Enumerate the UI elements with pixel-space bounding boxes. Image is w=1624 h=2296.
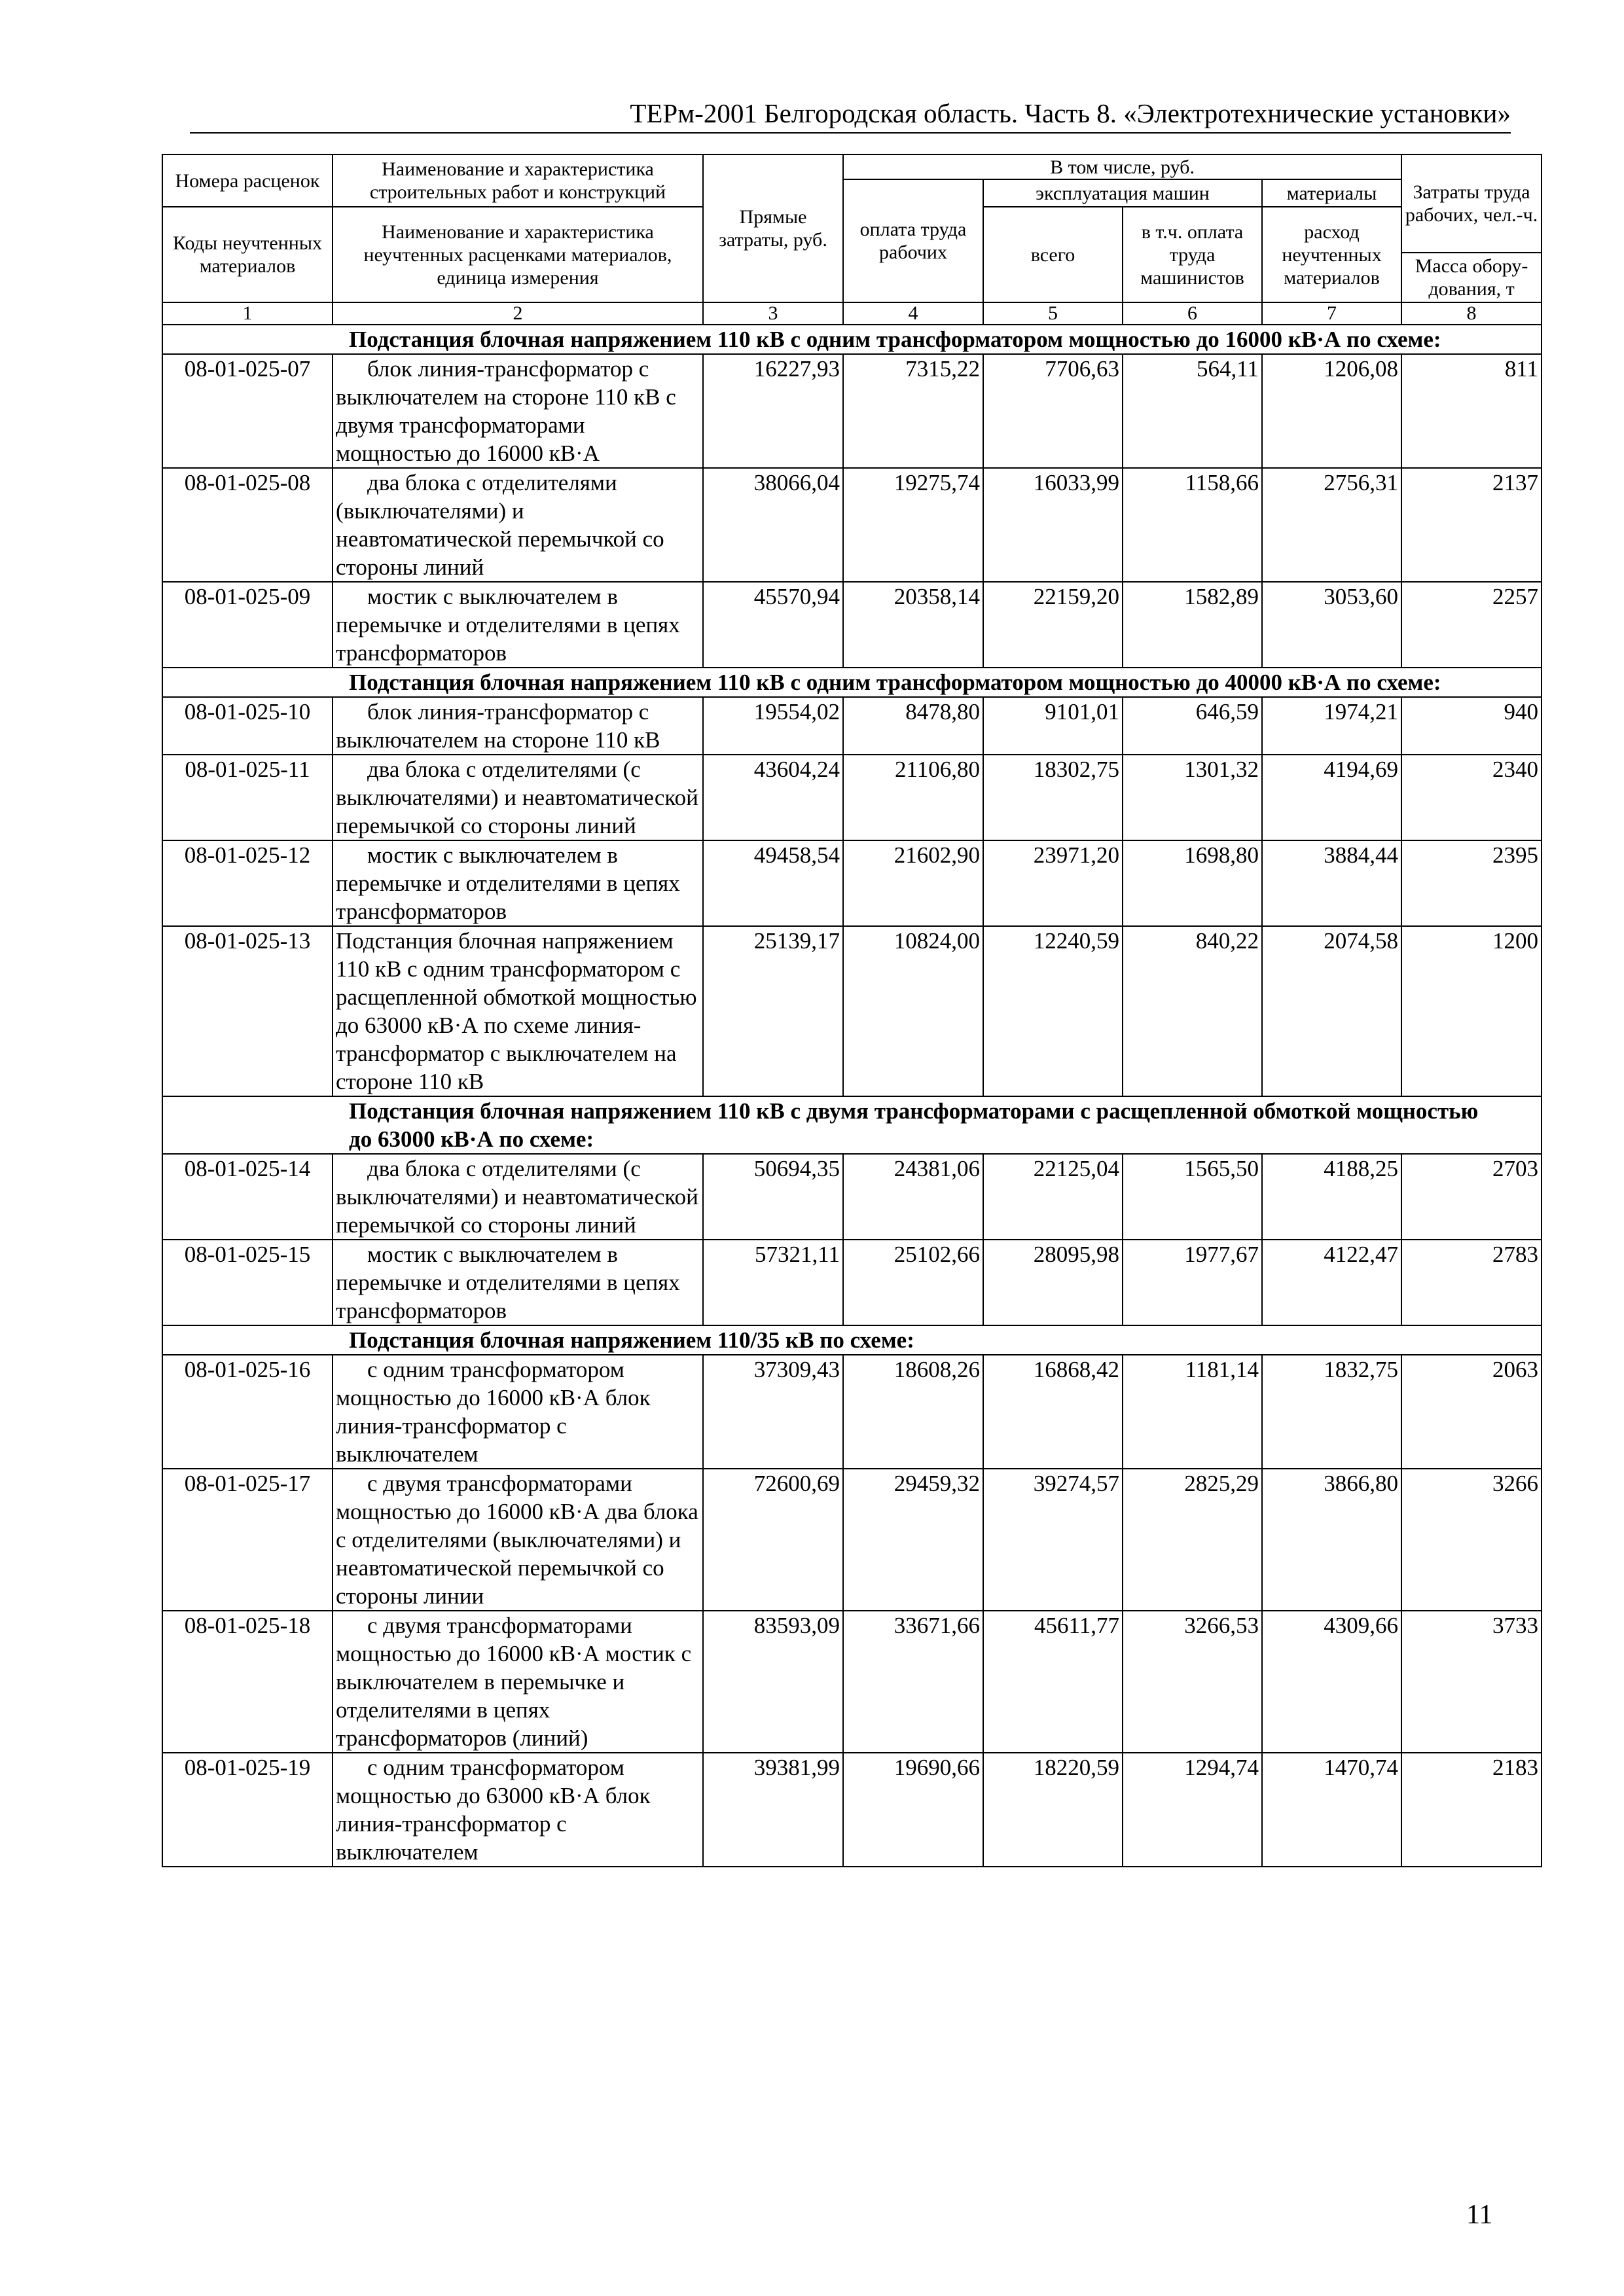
running-header: ТЕРм-2001 Белгородская область. Часть 8. «Электротехнические установки» <box>190 97 1511 134</box>
machines-cost: 9101,01 <box>983 697 1123 755</box>
materials-cost: 4309,66 <box>1262 1611 1401 1753</box>
work-description <box>333 1154 703 1240</box>
operators-cost: 1301,32 <box>1123 755 1262 840</box>
col4-header: оплата труда рабочих <box>843 179 983 302</box>
machines-cost: 7706,63 <box>983 354 1123 468</box>
rates-table <box>162 154 1542 1867</box>
direct-cost: 83593,09 <box>703 1611 843 1753</box>
machines-cost: 28095,98 <box>983 1240 1123 1325</box>
rate-code: 08-01-025-18 <box>162 1611 333 1753</box>
table-row <box>162 1753 1542 1867</box>
labor-cost: 20358,14 <box>843 582 983 668</box>
direct-cost: 50694,35 <box>703 1154 843 1240</box>
col2-bottom-header: Наименование и характеристика неучтенных расценками материалов, единица измерения <box>333 207 703 302</box>
direct-cost: 38066,04 <box>703 468 843 582</box>
machines-cost: 39274,57 <box>983 1469 1123 1611</box>
direct-cost: 16227,93 <box>703 354 843 468</box>
machines-cost: 16033,99 <box>983 468 1123 582</box>
table-row <box>162 1240 1542 1325</box>
column-number: 8 <box>1401 302 1542 325</box>
direct-cost: 49458,54 <box>703 840 843 926</box>
operators-cost: 1582,89 <box>1123 582 1262 668</box>
materials-cost: 2074,58 <box>1262 926 1401 1096</box>
machines-cost: 22159,20 <box>983 582 1123 668</box>
direct-cost: 37309,43 <box>703 1355 843 1469</box>
col1-bottom-header: Коды неучтенных материалов <box>162 207 333 302</box>
direct-cost: 72600,69 <box>703 1469 843 1611</box>
work-description-text: с одним трансформатором мощностью до 63000 кВ·А блок линия-трансформатор с выключателем <box>336 1755 651 1865</box>
section-row <box>162 1325 1542 1355</box>
rate-code: 08-01-025-07 <box>162 354 333 468</box>
machines-cost: 18302,75 <box>983 755 1123 840</box>
labor-cost: 18608,26 <box>843 1355 983 1469</box>
materials-cost: 3884,44 <box>1262 840 1401 926</box>
section-row <box>162 668 1542 697</box>
rate-code: 08-01-025-19 <box>162 1753 333 1867</box>
work-description <box>333 1611 703 1753</box>
table-row <box>162 468 1542 582</box>
work-description-text: мостик с выключателем в перемычке и отделителями в цепях трансформаторов <box>336 842 680 924</box>
machines-group-header: эксплуатация машин <box>983 179 1262 207</box>
rate-code: 08-01-025-11 <box>162 755 333 840</box>
table-row <box>162 755 1542 840</box>
operators-cost: 564,11 <box>1123 354 1262 468</box>
col7-header: расход неучтенных материалов <box>1262 207 1401 302</box>
labor-hours: 2063 <box>1401 1355 1542 1469</box>
operators-cost: 1977,67 <box>1123 1240 1262 1325</box>
labor-hours: 2783 <box>1401 1240 1542 1325</box>
rate-code: 08-01-025-13 <box>162 926 333 1096</box>
table-header <box>162 154 1542 325</box>
labor-hours: 2137 <box>1401 468 1542 582</box>
col3-header: Прямые затраты, руб. <box>703 154 843 302</box>
direct-cost: 57321,11 <box>703 1240 843 1325</box>
direct-cost: 43604,24 <box>703 755 843 840</box>
labor-hours: 2257 <box>1401 582 1542 668</box>
group-included-header: В том числе, руб. <box>843 154 1401 179</box>
labor-cost: 21106,80 <box>843 755 983 840</box>
labor-cost: 8478,80 <box>843 697 983 755</box>
labor-cost: 33671,66 <box>843 1611 983 1753</box>
machines-cost: 16868,42 <box>983 1355 1123 1469</box>
work-description <box>333 1355 703 1469</box>
work-description-text: мостик с выключателем в перемычке и отделителями в цепях трансформаторов <box>336 584 680 666</box>
operators-cost: 840,22 <box>1123 926 1262 1096</box>
operators-cost: 1565,50 <box>1123 1154 1262 1240</box>
page-number: 11 <box>1466 2200 1493 2230</box>
materials-cost: 1470,74 <box>1262 1753 1401 1867</box>
work-description <box>333 468 703 582</box>
rate-code: 08-01-025-12 <box>162 840 333 926</box>
materials-cost: 3053,60 <box>1262 582 1401 668</box>
work-description-text: два блока с отделителями (с выключателями) и неавтоматической перемычкой со стороны линий <box>336 757 698 838</box>
labor-hours: 3733 <box>1401 1611 1542 1753</box>
operators-cost: 646,59 <box>1123 697 1262 755</box>
table-row <box>162 1355 1542 1469</box>
labor-hours: 811 <box>1401 354 1542 468</box>
rate-code: 08-01-025-14 <box>162 1154 333 1240</box>
direct-cost: 39381,99 <box>703 1753 843 1867</box>
machines-cost: 22125,04 <box>983 1154 1123 1240</box>
work-description <box>333 1469 703 1611</box>
materials-cost: 4122,47 <box>1262 1240 1401 1325</box>
operators-cost: 1294,74 <box>1123 1753 1262 1867</box>
column-number: 7 <box>1262 302 1401 325</box>
rate-code: 08-01-025-09 <box>162 582 333 668</box>
machines-cost: 18220,59 <box>983 1753 1123 1867</box>
work-description-text: с двумя трансформаторами мощностью до 16000 кВ·А два блока с отделителями (выключателями) и неавтоматической перемычкой со стороны линии <box>336 1471 698 1609</box>
section-row <box>162 1096 1542 1154</box>
labor-cost: 19690,66 <box>843 1753 983 1867</box>
materials-cost: 3866,80 <box>1262 1469 1401 1611</box>
operators-cost: 1181,14 <box>1123 1355 1262 1469</box>
col1-top-header: Номера расценок <box>162 154 333 207</box>
operators-cost: 3266,53 <box>1123 1611 1262 1753</box>
machines-cost: 45611,77 <box>983 1611 1123 1753</box>
labor-hours: 2340 <box>1401 755 1542 840</box>
table-body <box>162 325 1542 1867</box>
column-number: 5 <box>983 302 1123 325</box>
labor-cost: 10824,00 <box>843 926 983 1096</box>
column-number: 2 <box>333 302 703 325</box>
labor-hours: 3266 <box>1401 1469 1542 1611</box>
rate-code: 08-01-025-17 <box>162 1469 333 1611</box>
column-number: 1 <box>162 302 333 325</box>
section-heading: Подстанция блочная напряжением 110 кВ с одним трансформатором мощностью до 40000 кВ·А по схеме: <box>162 668 1542 697</box>
direct-cost: 25139,17 <box>703 926 843 1096</box>
operators-cost: 1698,80 <box>1123 840 1262 926</box>
work-description-text: с двумя трансформаторами мощностью до 16000 кВ·А мостик с выключателем в перемычке и отделителями в цепях трансформаторов (линий) <box>336 1613 692 1751</box>
rate-code: 08-01-025-08 <box>162 468 333 582</box>
table-row <box>162 697 1542 755</box>
work-description-text: два блока с отделителями (выключателями) и неавтоматической перемычкой со стороны линий <box>336 470 664 580</box>
work-description-text: два блока с отделителями (с выключателями) и неавтоматической перемычкой со стороны линий <box>336 1156 698 1238</box>
table-row <box>162 582 1542 668</box>
rate-code: 08-01-025-15 <box>162 1240 333 1325</box>
materials-cost: 2756,31 <box>1262 468 1401 582</box>
operators-cost: 2825,29 <box>1123 1469 1262 1611</box>
work-description <box>333 840 703 926</box>
materials-cost: 4188,25 <box>1262 1154 1401 1240</box>
col8-top-header: Затраты труда рабочих, чел.-ч. <box>1401 154 1542 253</box>
section-row <box>162 325 1542 354</box>
work-description-text: блок линия-трансформатор с выключателем на стороне 110 кВ с двумя трансформаторами мощностью до 16000 кВ·А <box>336 356 676 466</box>
direct-cost: 45570,94 <box>703 582 843 668</box>
work-description <box>333 354 703 468</box>
direct-cost: 19554,02 <box>703 697 843 755</box>
work-description <box>333 1753 703 1867</box>
labor-cost: 7315,22 <box>843 354 983 468</box>
work-description <box>333 697 703 755</box>
labor-hours: 2395 <box>1401 840 1542 926</box>
table-row <box>162 926 1542 1096</box>
machines-cost: 23971,20 <box>983 840 1123 926</box>
table-row <box>162 840 1542 926</box>
labor-hours: 940 <box>1401 697 1542 755</box>
labor-hours: 1200 <box>1401 926 1542 1096</box>
materials-cost: 1206,08 <box>1262 354 1401 468</box>
work-description-text: блок линия-трансформатор с выключателем на стороне 110 кВ <box>336 699 660 753</box>
labor-cost: 21602,90 <box>843 840 983 926</box>
table-row <box>162 1611 1542 1753</box>
materials-group-header: материалы <box>1262 179 1401 207</box>
rate-code: 08-01-025-16 <box>162 1355 333 1469</box>
materials-cost: 1832,75 <box>1262 1355 1401 1469</box>
labor-cost: 24381,06 <box>843 1154 983 1240</box>
table-row <box>162 1154 1542 1240</box>
col6-header: в т.ч. оплата труда машинистов <box>1123 207 1262 302</box>
section-heading: Подстанция блочная напряжением 110 кВ с двумя трансформаторами с расщепленной обмоткой мощностью до 63000 кВ·А по схеме: <box>162 1096 1542 1154</box>
work-description-text: мостик с выключателем в перемычке и отделителями в цепях трансформаторов <box>336 1242 680 1323</box>
work-description <box>333 755 703 840</box>
section-heading: Подстанция блочная напряжением 110 кВ с одним трансформатором мощностью до 16000 кВ·А по схеме: <box>162 325 1542 354</box>
col5-header: всего <box>983 207 1123 302</box>
labor-hours: 2703 <box>1401 1154 1542 1240</box>
operators-cost: 1158,66 <box>1123 468 1262 582</box>
col8-bottom-header: Масса обору-дования, т <box>1401 253 1542 302</box>
labor-cost: 29459,32 <box>843 1469 983 1611</box>
materials-cost: 4194,69 <box>1262 755 1401 840</box>
column-number: 6 <box>1123 302 1262 325</box>
col2-top-header: Наименование и характеристика строительных работ и конструкций <box>333 154 703 207</box>
labor-cost: 25102,66 <box>843 1240 983 1325</box>
work-description-text: с одним трансформатором мощностью до 16000 кВ·А блок линия-трансформатор с выключателем <box>336 1357 651 1467</box>
work-description <box>333 582 703 668</box>
column-number: 3 <box>703 302 843 325</box>
machines-cost: 12240,59 <box>983 926 1123 1096</box>
labor-hours: 2183 <box>1401 1753 1542 1867</box>
table-row <box>162 1469 1542 1611</box>
labor-cost: 19275,74 <box>843 468 983 582</box>
column-number: 4 <box>843 302 983 325</box>
work-description: Подстанция блочная напряжением 110 кВ с одним трансформатором с расщепленной обмоткой мощностью до 63000 кВ·А по схеме линия-трансформатор с выключателем на стороне 110 кВ <box>333 926 703 1096</box>
work-description <box>333 1240 703 1325</box>
materials-cost: 1974,21 <box>1262 697 1401 755</box>
table-row <box>162 354 1542 468</box>
rate-code: 08-01-025-10 <box>162 697 333 755</box>
section-heading: Подстанция блочная напряжением 110/35 кВ по схеме: <box>162 1325 1542 1355</box>
